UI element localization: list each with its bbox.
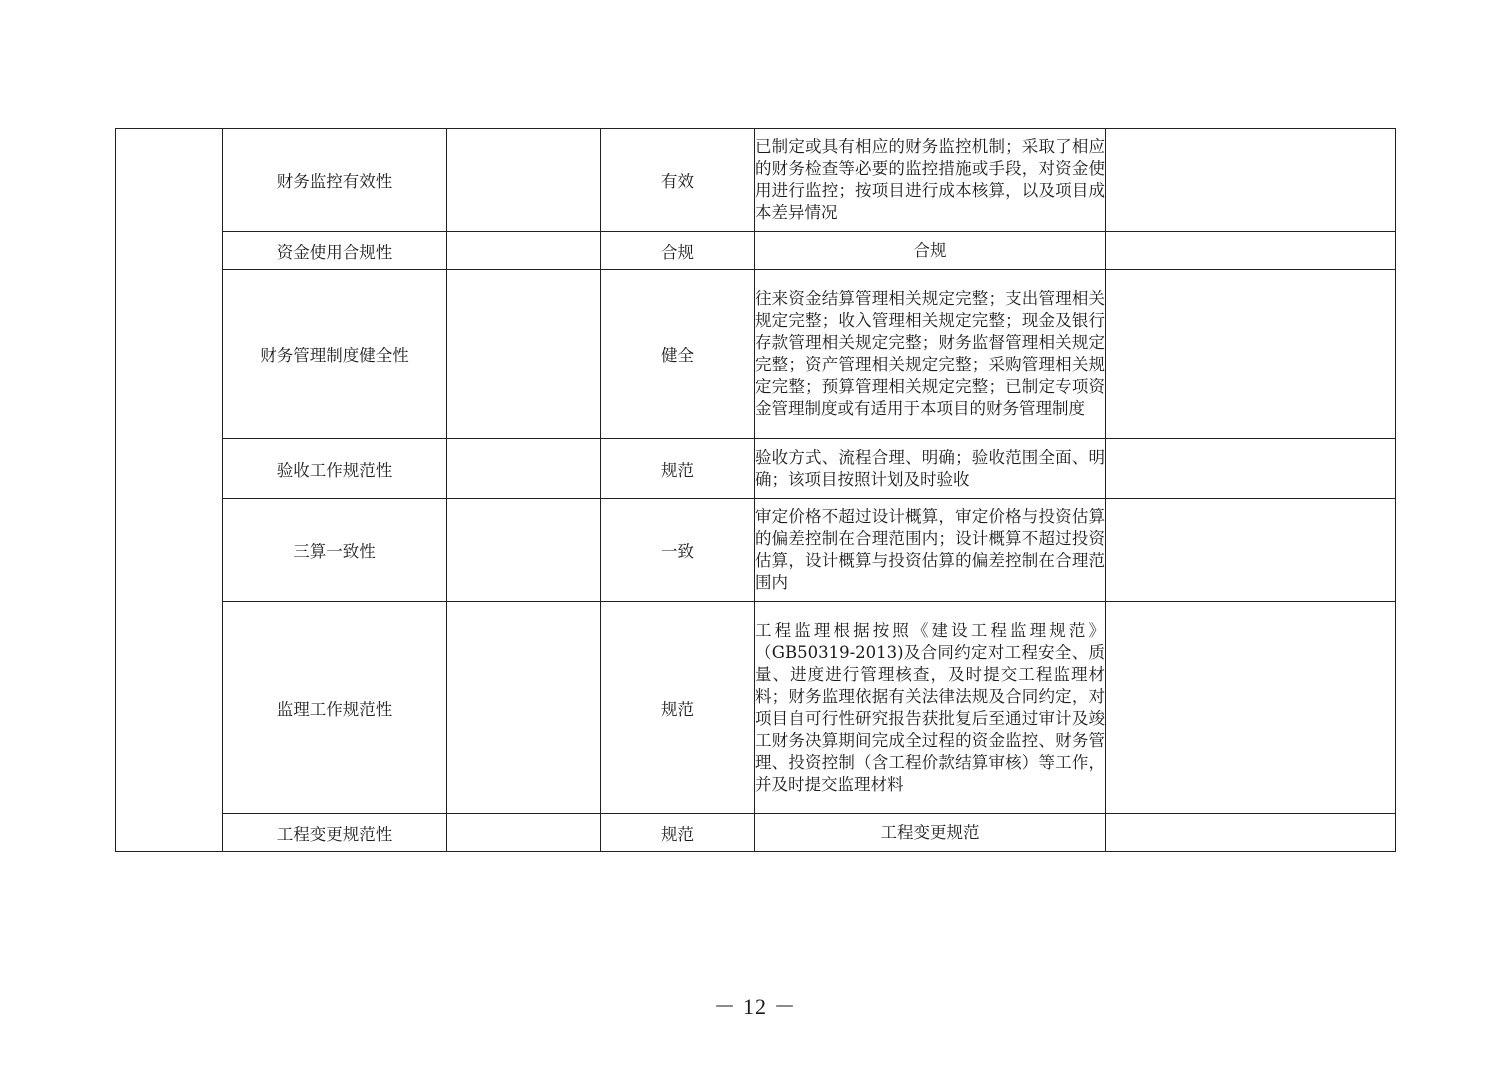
indicator-name: 工程变更规范性	[223, 814, 447, 852]
table-row	[116, 129, 1396, 232]
indicator-standard: 一致	[601, 499, 755, 602]
weight-cell	[447, 602, 601, 814]
indicator-standard: 规范	[601, 814, 755, 852]
indicator-standard: 规范	[601, 439, 755, 499]
weight-cell	[447, 129, 601, 232]
table-row	[116, 602, 1396, 814]
indicator-standard: 合规	[601, 232, 755, 270]
indicator-name: 三算一致性	[223, 499, 447, 602]
category-cell	[116, 129, 223, 852]
indicator-standard: 有效	[601, 129, 755, 232]
weight-cell	[447, 439, 601, 499]
indicator-description: 工程变更规范	[755, 814, 1106, 852]
indicator-name: 验收工作规范性	[223, 439, 447, 499]
page-number: － 12 －	[713, 994, 797, 1019]
indicator-description: 已制定或具有相应的财务监控机制；采取了相应的财务检查等必要的监控措施或手段，对资金使用进行监控；按项目进行成本核算，以及项目成本差异情况	[755, 129, 1106, 232]
indicator-name: 监理工作规范性	[223, 602, 447, 814]
score-cell	[1106, 814, 1396, 852]
indicator-description: 验收方式、流程合理、明确；验收范围全面、明确；该项目按照计划及时验收	[755, 439, 1106, 499]
indicator-name: 财务监控有效性	[223, 129, 447, 232]
table-row	[116, 270, 1396, 439]
score-cell	[1106, 439, 1396, 499]
table-row	[116, 439, 1396, 499]
table-row	[116, 232, 1396, 270]
score-cell	[1106, 232, 1396, 270]
weight-cell	[447, 232, 601, 270]
weight-cell	[447, 270, 601, 439]
table-row	[116, 814, 1396, 852]
indicator-standard: 规范	[601, 602, 755, 814]
weight-cell	[447, 814, 601, 852]
indicator-name: 财务管理制度健全性	[223, 270, 447, 439]
indicator-name: 资金使用合规性	[223, 232, 447, 270]
score-cell	[1106, 499, 1396, 602]
indicator-description: 合规	[755, 232, 1106, 270]
table-row	[116, 499, 1396, 602]
score-cell	[1106, 270, 1396, 439]
indicator-description: 往来资金结算管理相关规定完整；支出管理相关规定完整；收入管理相关规定完整；现金及银行存款管理相关规定完整；财务监督管理相关规定完整；资产管理相关规定完整；采购管理相关规定完整；预算管理相关规定完整；已制定专项资金管理制度或有适用于本项目的财务管理制度	[755, 270, 1106, 439]
score-cell	[1106, 602, 1396, 814]
evaluation-table	[115, 128, 1396, 852]
weight-cell	[447, 499, 601, 602]
indicator-description: 工程监理根据按照《建设工程监理规范》（GB50319-2013)及合同约定对工程安全、质量、进度进行管理核查，及时提交工程监理材料；财务监理依据有关法律法规及合同约定，对项目自可行性研究报告获批复后至通过审计及竣工财务决算期间完成全过程的资金监控、财务管理、投资控制（含工程价款结算审核）等工作，并及时提交监理材料	[755, 602, 1106, 814]
indicator-standard: 健全	[601, 270, 755, 439]
indicator-description: 审定价格不超过设计概算，审定价格与投资估算的偏差控制在合理范围内；设计概算不超过投资估算，设计概算与投资估算的偏差控制在合理范围内	[755, 499, 1106, 602]
score-cell	[1106, 129, 1396, 232]
